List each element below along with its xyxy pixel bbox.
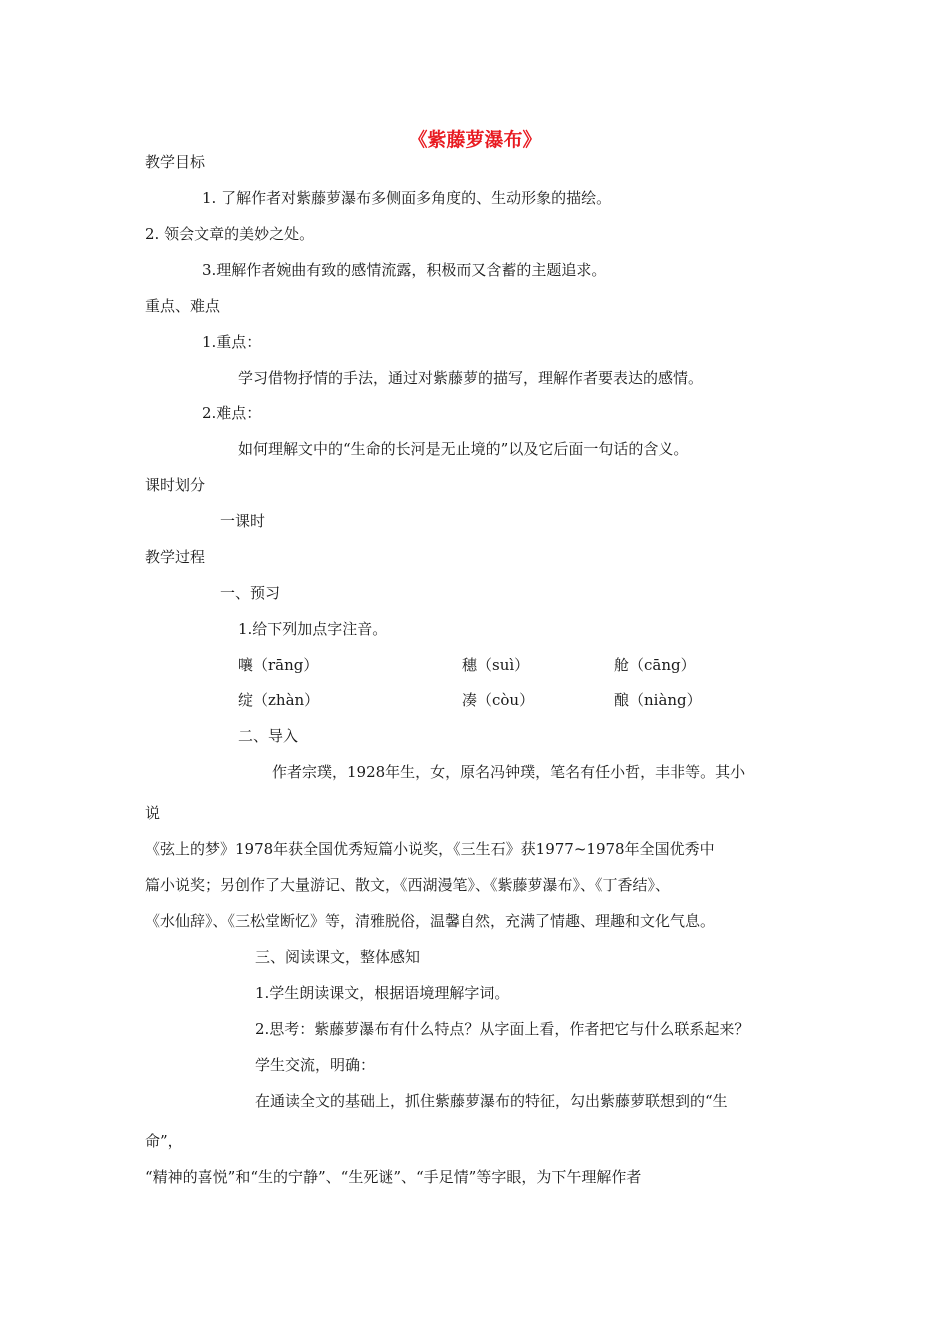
intro-heading: 二、导入: [238, 727, 299, 745]
reading-item-1: 1.学生朗读课文，根据语境理解字词。: [255, 984, 510, 1002]
pinyin-item: 凑（còu）: [462, 691, 535, 709]
objective-item-3: 3.理解作者婉曲有致的感情流露，积极而又含蓄的主题追求。: [202, 261, 607, 279]
objective-item-1: 1. 了解作者对紫藤萝瀑布多侧面多角度的、生动形象的描绘。: [202, 189, 612, 207]
intro-line-2: 说: [145, 804, 161, 822]
pinyin-item: 酿（niàng）: [614, 691, 702, 709]
reading-line-2: 命”，: [145, 1132, 183, 1150]
pinyin-item: 舱（cāng）: [614, 656, 696, 674]
intro-line-5: 《水仙辞》、《三松堂断忆》等，清雅脱俗，温馨自然，充满了情趣、理趣和文化气息。: [145, 912, 716, 930]
difficult-point-text: 如何理解文中的“生命的长河是无止境的”以及它后面一句话的含义。: [238, 440, 689, 458]
document-title: 《紫藤萝瀑布》: [408, 129, 542, 151]
preview-task: 1.给下列加点字注音。: [238, 620, 388, 638]
difficult-point-label: 2.难点：: [202, 404, 262, 422]
intro-line-1: 作者宗璞，1928年生，女，原名冯钟璞，笔名有任小哲，丰非等。其小: [272, 763, 746, 781]
reading-line-3: “精神的喜悦”和“生的宁静”、“生死谜”、“手足情”等字眼，为下午理解作者: [145, 1168, 642, 1186]
schedule-heading: 课时划分: [145, 476, 206, 494]
intro-line-3: 《弦上的梦》1978年获全国优秀短篇小说奖，《三生石》获1977~1978年全国优秀中: [145, 840, 715, 858]
pinyin-item: 绽（zhàn）: [238, 691, 320, 709]
key-point-text: 学习借物抒情的手法，通过对紫藤萝的描写，理解作者要表达的感情。: [238, 369, 704, 387]
objectives-heading: 教学目标: [145, 153, 206, 171]
pinyin-item: 嚷（rāng）: [238, 656, 319, 674]
process-heading: 教学过程: [145, 548, 206, 566]
pinyin-item: 穗（suì）: [462, 656, 530, 674]
key-points-heading: 重点、难点: [145, 297, 221, 315]
reading-line-1: 在通读全文的基础上，抓住紫藤萝瀑布的特征，勾出紫藤萝联想到的“生: [255, 1092, 728, 1110]
reading-item-2: 2.思考：紫藤萝瀑布有什么特点？从字面上看，作者把它与什么联系起来？: [255, 1020, 750, 1038]
reading-heading: 三、阅读课文，整体感知: [255, 948, 421, 966]
reading-item-3: 学生交流，明确：: [255, 1056, 376, 1074]
schedule-text: 一课时: [220, 512, 266, 530]
intro-line-4: 篇小说奖；另创作了大量游记、散文，《西湖漫笔》、《紫藤萝瀑布》、《丁香结》、: [145, 876, 671, 894]
objective-item-2: 2. 领会文章的美妙之处。: [145, 225, 315, 243]
key-point-label: 1.重点：: [202, 333, 262, 351]
preview-heading: 一、预习: [220, 584, 281, 602]
